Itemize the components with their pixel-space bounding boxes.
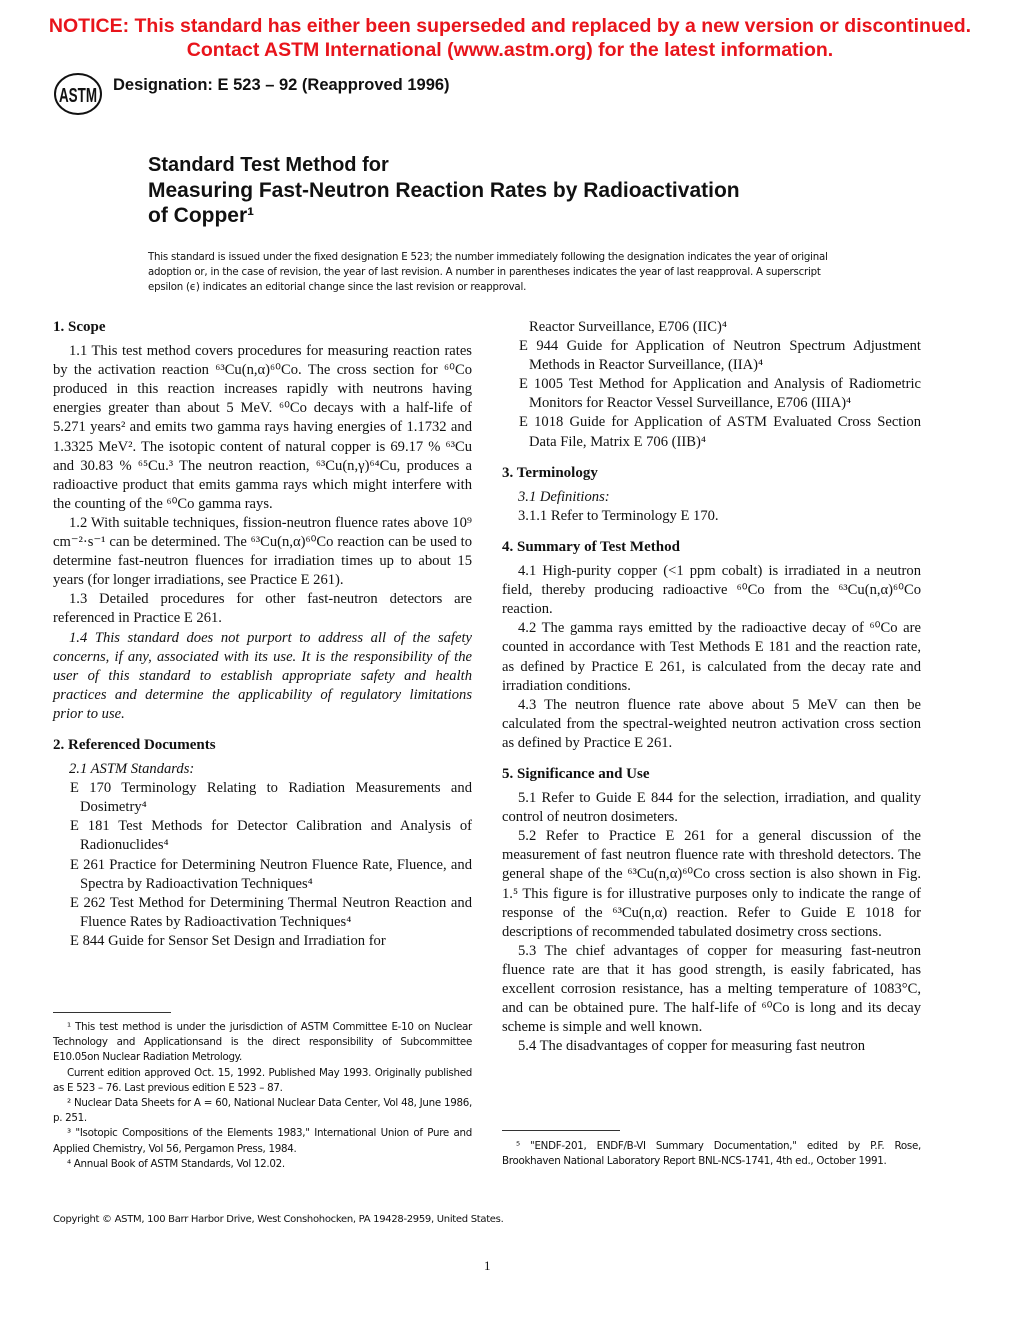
designation: Designation: E 523 – 92 (Reapproved 1996) — [113, 76, 450, 94]
paragraph: 1.1 This test method covers procedures for measuring reaction rates by the activation reaction ⁶³Cu(n,α)⁶⁰Co. The cross section for ⁶⁰Co produced in this reaction increases rapidly with neutrons having energies greater than about 5 MeV. ⁶⁰Co decays with a half-life of 5.271 years² and emits two gamma rays having energies of 1.1732 and 1.3325 MeV². The isotopic content of natural copper is 69.17 % ⁶³Cu and 30.83 % ⁶⁵Cu.³ The neutron reaction, ⁶³Cu(n,γ)⁶⁴Cu, produces a radioactive product that emits gamma rays which might interfere with the counting of the ⁶⁰Co gamma rays. — [53, 343, 472, 512]
paragraph: 4.3 The neutron fluence rate above about 5 MeV can then be calculated from the spectral-weighted neutron activation cross section as defined by Practice E 261. — [502, 696, 921, 751]
section-heading: 1. Scope — [53, 319, 106, 335]
footnote-divider — [53, 1012, 171, 1013]
footnotes-left — [53, 1020, 472, 1172]
astm-logo-icon — [53, 72, 103, 116]
notice-line-1: NOTICE: This standard has either been superseded and replaced by a new version or discontinued. — [48, 15, 972, 37]
reference-item: E 1018 Guide for Application of ASTM Evaluated Cross Section Data File, Matrix E 706 (IIB)⁴ — [519, 414, 921, 450]
reference-item: E 1005 Test Method for Application and Analysis of Radiometric Monitors for Reactor Vessel Surveillance, E706 (IIIA)⁴ — [519, 376, 921, 412]
footnote: ⁵ "ENDF-201, ENDF/B-VI Summary Documentation," edited by P.F. Rose, Brookhaven National Laboratory Report BNL-NCS-1741, 4th ed., October 1991. — [502, 1140, 921, 1168]
reference-item: E 844 Guide for Sensor Set Design and Irradiation for — [70, 932, 386, 949]
reference-item-continued: Reactor Surveillance, E706 (IIC)⁴ — [529, 319, 727, 335]
paragraph: 1.2 With suitable techniques, fission-neutron fluence rates above 10⁹ cm⁻²·s⁻¹ can be determined. The ⁶³Cu(n,α)⁶⁰Co reaction can be used to determine fast-neutron fluences for irradiation times up to about 15 years (for longer irradiations, see Practice E 261). — [53, 514, 472, 589]
notice-line-2: Contact ASTM International (www.astm.org) for the latest information. — [186, 39, 834, 61]
reference-item: E 181 Test Methods for Detector Calibration and Analysis of Radionuclides⁴ — [70, 818, 472, 854]
title-line: Measuring Fast-Neutron Reaction Rates by Radioactivation — [148, 179, 740, 202]
page-number: 1 — [484, 1258, 491, 1273]
footnote: Current edition approved Oct. 15, 1992. Published May 1993. Originally published as E 523 – 76. Last previous edition E 523 – 87. — [53, 1066, 472, 1094]
issuance-note: This standard is issued under the fixed designation E 523; the number immediately following the designation indicates the year of original adoption or, in the case of revision, the year of last revision. A number in parentheses indicates the year of last reapproval. A superscript epsilon (ϵ) indicates an editorial change since the last revision or reapproval. — [148, 252, 828, 293]
section-heading: 3. Terminology — [502, 464, 598, 481]
reference-item: E 261 Practice for Determining Neutron Fluence Rate, Fluence, and Spectra by Radioactivation Techniques⁴ — [70, 856, 472, 892]
paragraph: 4.1 High-purity copper (<1 ppm cobalt) is irradiated in a neutron field, thereby producing radioactive ⁶⁰Co from the ⁶³Cu(n,α)⁶⁰Co reaction. — [502, 563, 921, 618]
paragraph: 5.1 Refer to Guide E 844 for the selection, irradiation, and quality control of neutron dosimeters. — [502, 790, 921, 826]
section-heading: 4. Summary of Test Method — [502, 538, 680, 555]
paragraph: 3.1.1 Refer to Terminology E 170. — [518, 507, 719, 524]
footnote: ³ "Isotopic Compositions of the Elements 1983," International Union of Pure and Applied Chemistry, Vol 56, Pergamon Press, 1984. — [53, 1127, 472, 1155]
paragraph: 1.3 Detailed procedures for other fast-neutron detectors are referenced in Practice E 261. — [53, 591, 472, 627]
paragraph: 4.2 The gamma rays emitted by the radioactive decay of ⁶⁰Co are counted in accordance with Test Methods E 181 and the reaction rate, as defined by Practice E 261, is calculated from the decay rate and irradiation conditions. — [502, 620, 921, 694]
footnote: ² Nuclear Data Sheets for A = 60, National Nuclear Data Center, Vol 48, June 1986, p. 251. — [53, 1097, 472, 1125]
reference-item: E 262 Test Method for Determining Thermal Neutron Reaction and Fluence Rates by Radioactivation Techniques⁴ — [70, 894, 472, 930]
right-column — [502, 318, 921, 1056]
paragraph: 2.1 ASTM Standards: — [69, 761, 195, 778]
footnote: ⁴ Annual Book of ASTM Standards, Vol 12.02. — [67, 1157, 285, 1170]
left-column — [53, 318, 472, 951]
copyright: Copyright © ASTM, 100 Barr Harbor Drive, West Conshohocken, PA 19428-2959, United States. — [53, 1214, 504, 1225]
reference-item: E 944 Guide for Application of Neutron Spectrum Adjustment Methods in Reactor Surveillance, (IIA)⁴ — [519, 338, 921, 374]
section-heading: 5. Significance and Use — [502, 765, 650, 782]
paragraph: 5.4 The disadvantages of copper for measuring fast neutron — [518, 1038, 866, 1055]
footnote: ¹ This test method is under the jurisdiction of ASTM Committee E-10 on Nuclear Technology and Applicationsand is the direct responsibility of Subcommittee E10.05on Nuclear Radiation Metrology. — [53, 1021, 472, 1064]
paragraph: 3.1 Definitions: — [518, 488, 610, 505]
document-title — [148, 153, 740, 228]
reference-item: E 170 Terminology Relating to Radiation Measurements and Dosimetry⁴ — [70, 780, 472, 816]
paragraph: 5.3 The chief advantages of copper for measuring fast-neutron fluence rate are that it has good strength, is easily fabricated, has excellent corrosion resistance, has a melting temperature of 1083°C, and can be obtained pure. The half-life of ⁶⁰Co is long and its decay scheme is simple and well known. — [502, 942, 921, 1036]
title-line: Standard Test Method for — [148, 154, 389, 176]
section-heading: 2. Referenced Documents — [53, 736, 216, 753]
paragraph: 5.2 Refer to Practice E 261 for a general discussion of the measurement of fast neutron fluence rate with threshold detectors. The general shape of the ⁶³Cu(n,α)⁶⁰Co cross section is also shown in Fig. 1.⁵ This figure is for illustrative purposes only to indicate the range of response of the ⁶³Cu(n,α) reaction. Refer to Guide E 1018 for descriptions of recommended tabulated dosimetry cross sections. — [502, 828, 921, 940]
title-line: of Copper¹ — [148, 204, 255, 227]
svg-text:ASTM: ASTM — [59, 85, 97, 107]
footnotes-right — [502, 1139, 921, 1169]
safety-paragraph: 1.4 This standard does not purport to address all of the safety concerns, if any, associated with its use. It is the responsibility of the user of this standard to establish appropriate safety and health practices and determine the applicability of regulatory limitations prior to use. — [53, 629, 472, 722]
footnote-divider — [502, 1130, 620, 1131]
